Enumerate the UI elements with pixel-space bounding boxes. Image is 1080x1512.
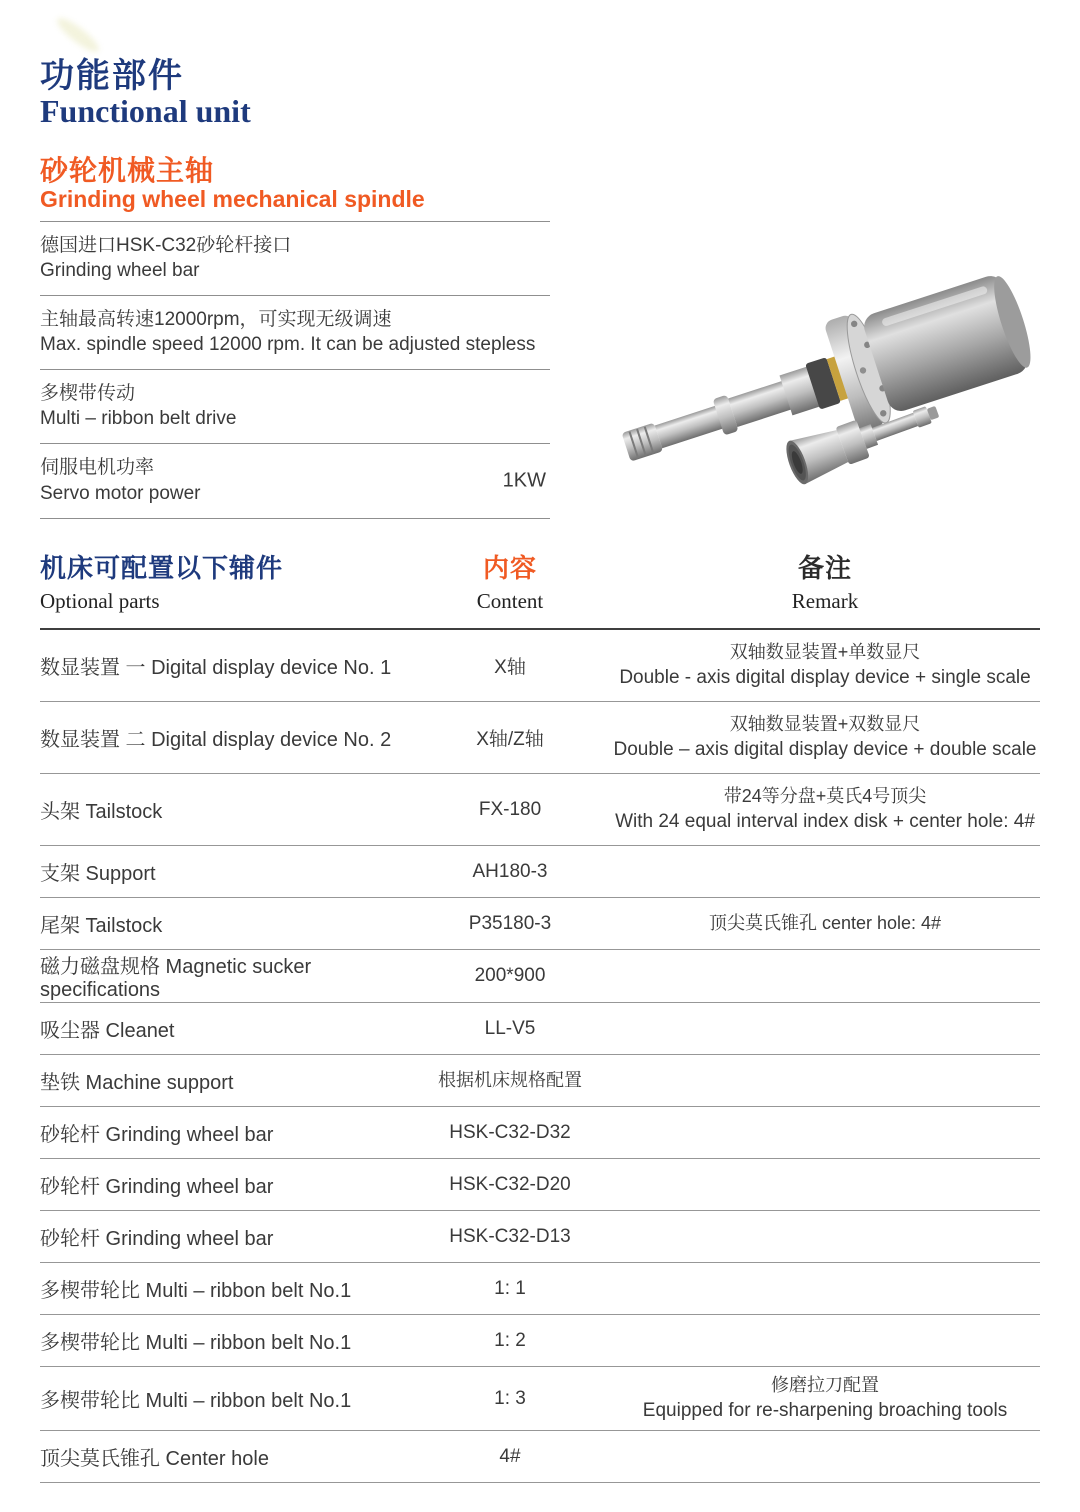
header-optional-parts (40, 548, 410, 614)
remark-en: Equipped for re-sharpening broaching tools (642, 1400, 1008, 1422)
content-value: X轴/Z轴 (476, 729, 544, 750)
table-row (40, 1055, 1040, 1107)
content-value: 1: 3 (494, 1387, 526, 1409)
content-value: 1: 1 (494, 1277, 526, 1299)
spec-row (40, 222, 550, 296)
spindle-photo (598, 264, 1060, 514)
remark (610, 911, 1040, 936)
remark-zh: 根据机床规格配置 (438, 1069, 582, 1090)
table-row (40, 630, 1040, 702)
table-row (40, 1107, 1040, 1159)
part-name: 多楔带轮比 Multi – ribbon belt No.1 (40, 1332, 352, 1354)
remark-zh: 修磨拉刀配置 (771, 1375, 879, 1396)
table-row (40, 846, 1040, 898)
table-row (40, 1159, 1040, 1211)
table-row (40, 950, 1040, 1003)
remark (610, 712, 1040, 763)
content-value: P35180-3 (468, 912, 552, 934)
table-row (40, 702, 1040, 774)
part-name: 数显装置 二 Digital display device No. 2 (40, 729, 392, 751)
spec-label-en: Max. spindle speed 12000 rpm. It can be adjusted stepless (40, 334, 536, 356)
remark-en: With 24 equal interval index disk + center hole: 4# (615, 811, 1035, 833)
part-name: 支架 Support (40, 863, 156, 885)
table-header (40, 548, 1040, 614)
remark (610, 784, 1040, 835)
section-title-zh: 功能部件 (40, 57, 184, 95)
content-value: 1: 2 (494, 1329, 526, 1351)
spec-value: 1KW (502, 469, 546, 492)
spec-label-en: Multi – ribbon belt drive (40, 408, 237, 430)
content-value: AH180-3 (472, 860, 548, 882)
spec-label-zh: 多楔带传动 (40, 383, 136, 405)
header-remark-en: Remark (791, 589, 859, 613)
part-name: 多楔带轮比 Multi – ribbon belt No.1 (40, 1390, 352, 1412)
product-title-en: Grinding wheel mechanical spindle (40, 186, 425, 212)
spec-label-zh: 主轴最高转速12000rpm，可实现无级调速 (40, 309, 392, 331)
remark-zh: 带24等分盘+莫氏4号顶尖 (723, 786, 927, 807)
part-name: 砂轮杆 Grinding wheel bar (40, 1176, 274, 1198)
spec-label-en: Grinding wheel bar (40, 260, 200, 282)
remark (610, 640, 1040, 691)
spec-row (40, 370, 550, 444)
part-name: 砂轮杆 Grinding wheel bar (40, 1228, 274, 1250)
part-name: 多楔带轮比 Multi – ribbon belt No.1 (40, 1280, 352, 1302)
table-row (40, 1211, 1040, 1263)
part-name: 吸尘器 Cleanet (40, 1020, 175, 1042)
header-content (410, 548, 610, 614)
spec-label-zh: 德国进口HSK-C32砂轮杆接口 (40, 235, 292, 256)
content-value: FX-180 (478, 798, 542, 820)
part-name: 垫铁 Machine support (40, 1072, 234, 1094)
content-value: 4# (499, 1445, 521, 1467)
product-title-zh: 砂轮机械主轴 (40, 155, 215, 186)
header-optional-parts-en: Optional parts (40, 589, 160, 613)
spec-row (40, 296, 550, 370)
table-row (40, 1263, 1040, 1315)
spec-label-en: Servo motor power (40, 482, 201, 504)
content-value: HSK-C32-D32 (449, 1121, 571, 1143)
content-value: X轴 (494, 657, 526, 678)
remark-en: Double – axis digital display device + double scale (613, 739, 1037, 761)
remark-zh: 双轴数显装置+单数显尺 (729, 642, 921, 663)
table-row (40, 1315, 1040, 1367)
part-name: 尾架 Tailstock (40, 915, 163, 937)
table-row (40, 1431, 1040, 1483)
header-remark-zh: 备注 (797, 553, 852, 583)
table-row (40, 1003, 1040, 1055)
spec-label-zh: 伺服电机功率 (40, 457, 155, 479)
optional-parts-table (40, 628, 1040, 1483)
part-name: 磁力磁盘规格 Magnetic sucker specifications (40, 956, 312, 1001)
content-value: HSK-C32-D13 (449, 1225, 571, 1247)
header-content-zh: 内容 (482, 553, 537, 583)
remark (410, 1068, 610, 1093)
remark (610, 1373, 1040, 1424)
spec-row (40, 444, 550, 518)
content-value: 200*900 (474, 965, 546, 986)
table-row (40, 898, 1040, 950)
spec-list (40, 221, 550, 519)
section-title-en: Functional unit (40, 93, 251, 129)
header-content-en: Content (476, 589, 544, 613)
header-optional-parts-zh: 机床可配置以下辅件 (40, 553, 284, 583)
header-remark (610, 548, 1040, 614)
table-row (40, 1367, 1040, 1431)
part-name: 砂轮杆 Grinding wheel bar (40, 1124, 274, 1146)
remark-zh: 顶尖莫氏锥孔 center hole: 4# (708, 912, 942, 933)
table-row (40, 774, 1040, 846)
spindle-illustration (598, 264, 1060, 514)
remark-zh: 双轴数显装置+双数显尺 (729, 714, 921, 735)
content-value: LL-V5 (484, 1017, 536, 1039)
part-name: 头架 Tailstock (40, 801, 163, 823)
remark-en: Double - axis digital display device + single scale (619, 667, 1031, 689)
part-name: 数显装置 一 Digital display device No. 1 (40, 657, 392, 679)
part-name: 顶尖莫氏锥孔 Center hole (40, 1448, 269, 1470)
content-value: HSK-C32-D20 (449, 1173, 571, 1195)
